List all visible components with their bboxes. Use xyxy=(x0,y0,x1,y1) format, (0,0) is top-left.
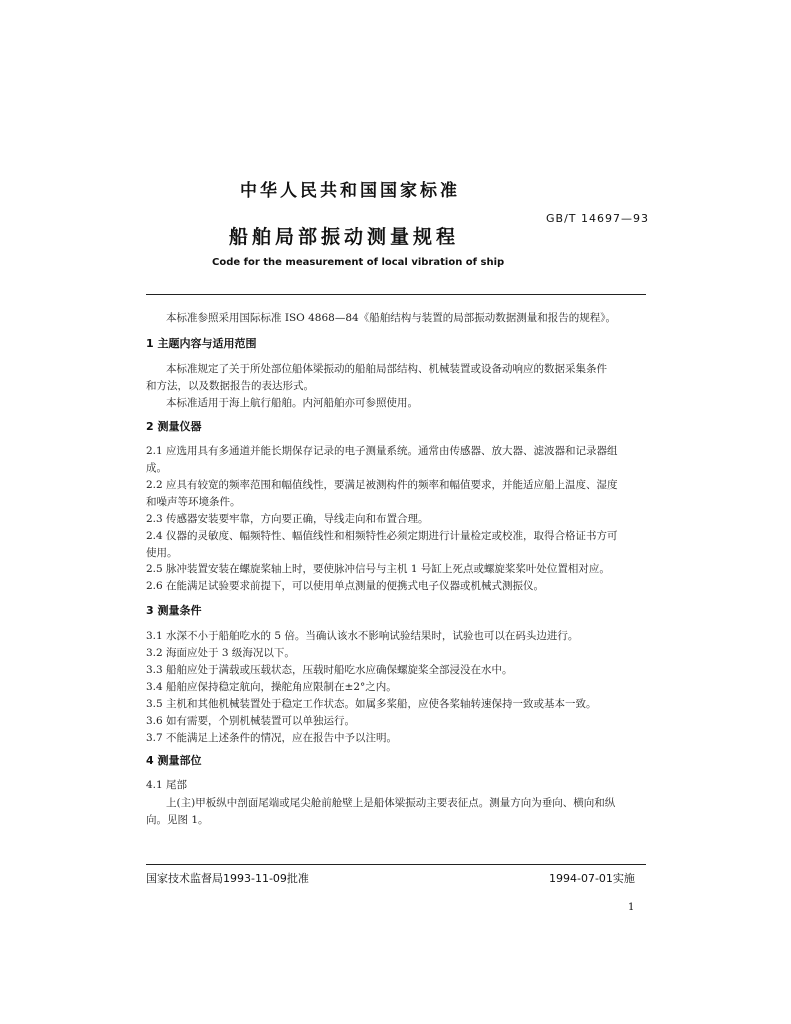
section-3-line-3: 3.3 船舶应处于满载或压载状态，压载时船吃水应确保螺旋桨全部浸没在水中。 xyxy=(146,664,513,676)
section-2-line-4: 和噪声等环境条件。 xyxy=(146,496,241,508)
section-2-line-8: 2.5 脉冲装置安装在螺旋桨轴上时，要使脉冲信号与主机 1 号缸上死点或螺旋桨桨叶处位置相对应。 xyxy=(146,563,610,575)
section-4-line-2: 上(主)甲板纵中剖面尾端或尾尖舱前舱壁上是船体梁振动主要表征点。测量方向为垂向、横向和纵 xyxy=(166,797,616,809)
national-standard-label: 中华人民共和国国家标准 xyxy=(240,181,460,201)
header-divider xyxy=(146,294,646,295)
section-4-line-1: 4.1 尾部 xyxy=(146,779,188,791)
section-3-heading: 3 测量条件 xyxy=(146,604,202,617)
footer-divider xyxy=(146,864,646,865)
section-1-heading: 1 主题内容与适用范围 xyxy=(146,337,257,350)
section-1-line-1: 本标准规定了关于所处部位船体梁振动的船舶局部结构、机械装置或设备动响应的数据采集条件 xyxy=(166,363,607,375)
section-1-line-3: 本标准适用于海上航行船舶。内河船舶亦可参照使用。 xyxy=(166,397,418,409)
section-4-line-3: 向。见图 1。 xyxy=(146,814,209,826)
section-3-line-7: 3.7 不能满足上述条件的情况，应在报告中予以注明。 xyxy=(146,732,398,744)
standard-number: GB/T 14697—93 xyxy=(546,212,649,225)
section-2-line-7: 使用。 xyxy=(146,547,178,559)
section-3-line-1: 3.1 水深不小于船舶吃水的 5 倍。当确认该水不影响试验结果时，试验也可以在码头边进行。 xyxy=(146,630,579,642)
effective-date: 1994-07-01实施 xyxy=(549,872,635,885)
section-3-line-5: 3.5 主机和其他机械装置处于稳定工作状态。如属多桨船，应使各桨轴转速保持一致或基本一致。 xyxy=(146,698,597,710)
section-2-line-3: 2.2 应具有较宽的频率范围和幅值线性，要满足被测构件的频率和幅值要求，并能适应船上温度、湿度 xyxy=(146,479,618,491)
page-number: 1 xyxy=(628,902,635,913)
section-3-line-4: 3.4 船舶应保持稳定航向，操舵角应限制在±2°之内。 xyxy=(146,681,397,693)
approval-date: 国家技术监督局1993-11-09批准 xyxy=(146,872,309,885)
section-2-line-2: 成。 xyxy=(146,462,167,474)
section-3-line-2: 3.2 海面应处于 3 级海况以下。 xyxy=(146,647,295,659)
document-title-cn: 船舶局部振动测量规程 xyxy=(229,226,460,248)
section-2-line-1: 2.1 应选用具有多通道并能长期保存记录的电子测量系统。通常由传感器、放大器、滤波器和记录器组 xyxy=(146,445,618,457)
section-4-heading: 4 测量部位 xyxy=(146,754,202,767)
section-1-line-2: 和方法，以及数据报告的表达形式。 xyxy=(146,380,314,392)
section-3-line-6: 3.6 如有需要，个别机械装置可以单独运行。 xyxy=(146,715,356,727)
document-title-en: Code for the measurement of local vibration of ship xyxy=(212,257,505,268)
section-2-heading: 2 测量仪器 xyxy=(146,420,202,433)
section-2-line-5: 2.3 传感器安装要牢靠，方向要正确，导线走向和布置合理。 xyxy=(146,513,429,525)
intro-paragraph: 本标准参照采用国际标准 ISO 4868—84《船舶结构与装置的局部振动数据测量和报告的规程》。 xyxy=(166,312,616,324)
section-2-line-9: 2.6 在能满足试验要求前提下，可以使用单点测量的便携式电子仪器或机械式测振仪。 xyxy=(146,580,545,592)
section-2-line-6: 2.4 仪器的灵敏度、幅频特性、幅值线性和相频特性必须定期进行计量检定或校准，取得合格证书方可 xyxy=(146,530,618,542)
